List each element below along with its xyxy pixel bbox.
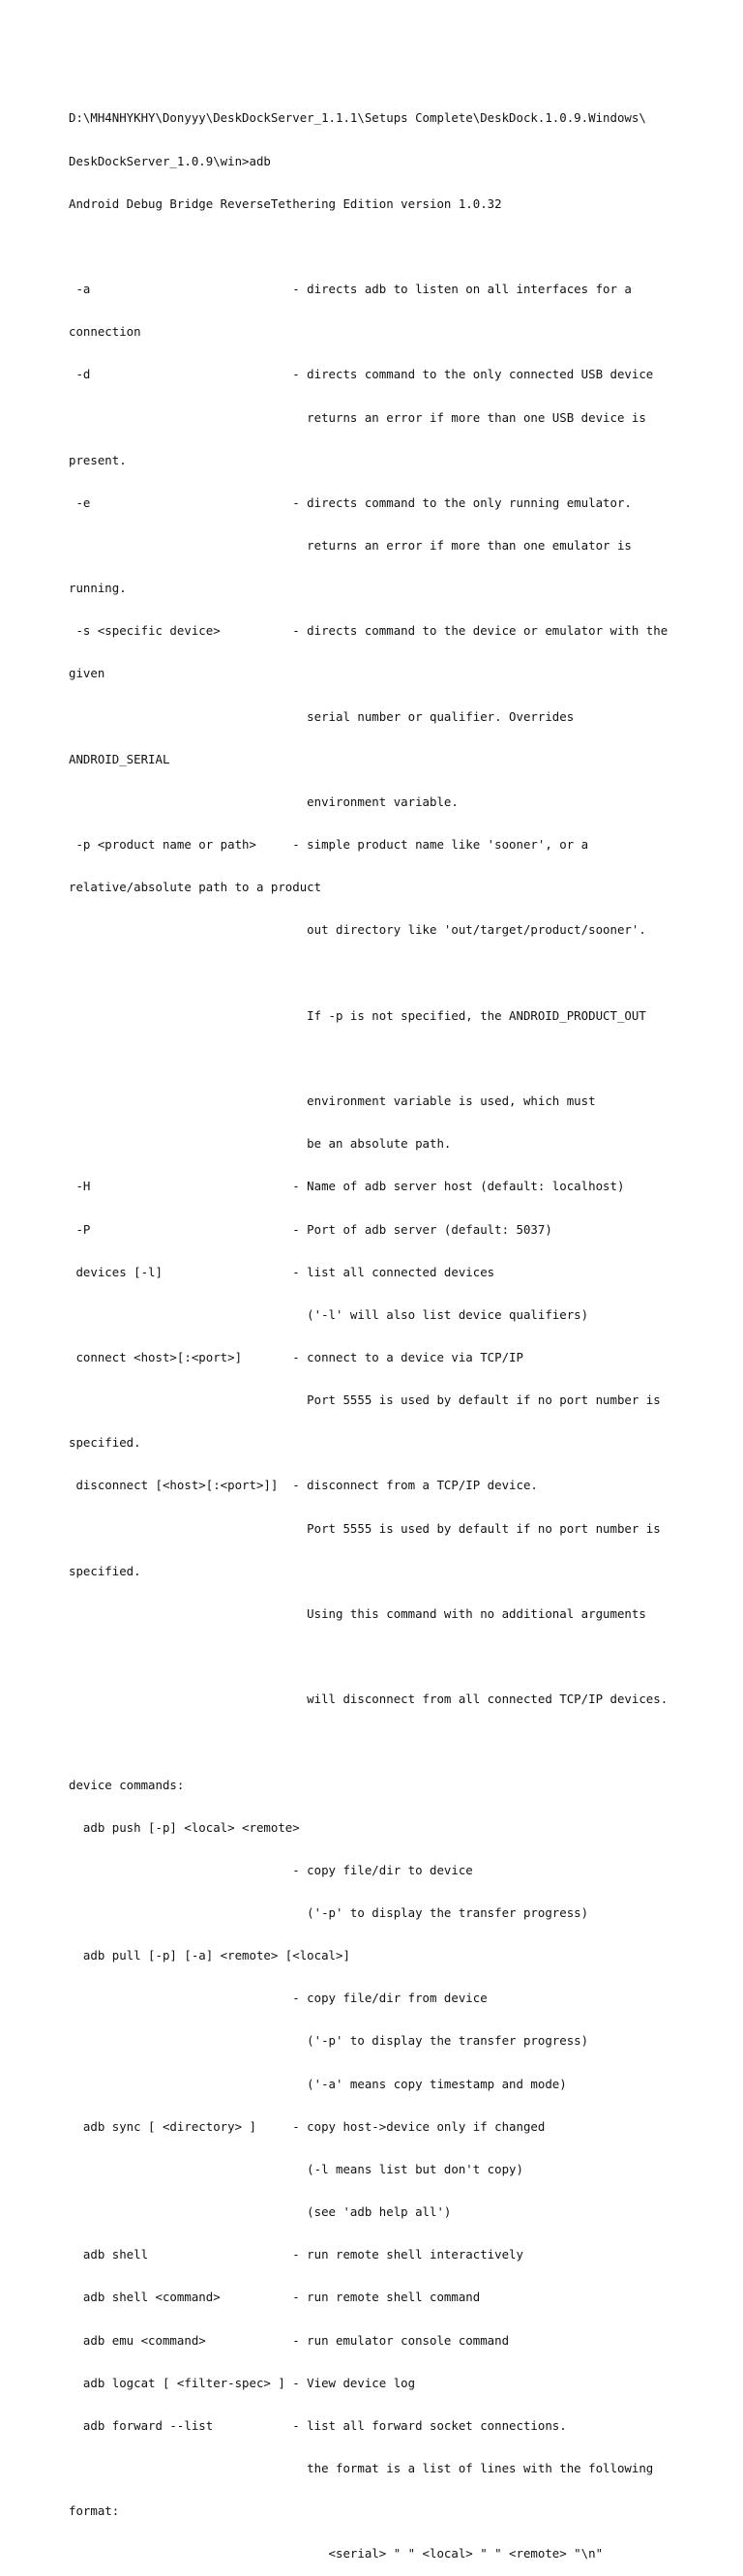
output-line: devices [-l] - list all connected devices bbox=[69, 1264, 495, 1279]
output-line: - copy file/dir to device bbox=[69, 1862, 473, 1877]
output-line: <serial> " " <local> " " <remote> "\n" bbox=[69, 2546, 604, 2561]
output-line: Using this command with no additional arguments bbox=[69, 1605, 646, 1621]
output-line: ('-p' to display the transfer progress) bbox=[69, 1905, 589, 1920]
output-line: present. bbox=[69, 452, 127, 467]
output-line bbox=[69, 240, 727, 255]
output-line: be an absolute path. bbox=[69, 1136, 452, 1152]
output-line: (see 'adb help all') bbox=[69, 2204, 452, 2220]
output-line: - copy file/dir from device bbox=[69, 1991, 488, 2006]
output-line: environment variable is used, which must bbox=[69, 1093, 596, 1109]
output-line: -s <specific device> - directs command to the device or emulator with the bbox=[69, 623, 669, 639]
output-line: adb forward --list - list all forward socket connections. bbox=[69, 2417, 567, 2433]
output-line: format: bbox=[69, 2503, 120, 2519]
output-line: specified. bbox=[69, 1435, 141, 1451]
output-line bbox=[69, 1052, 727, 1066]
output-line: Port 5555 is used by default if no port number is bbox=[69, 1393, 661, 1408]
output-line: adb shell <command> - run remote shell command bbox=[69, 2290, 481, 2305]
output-line: will disconnect from all connected TCP/IP devices. bbox=[69, 1692, 669, 1707]
output-line: -d - directs command to the only connected USB device bbox=[69, 367, 654, 382]
output-line: running. bbox=[69, 581, 127, 596]
output-line: -P - Port of adb server (default: 5037) bbox=[69, 1221, 552, 1237]
output-line: -p <product name or path> - simple product name like 'sooner', or a bbox=[69, 837, 589, 853]
output-line: -a - directs adb to listen on all interfaces for a bbox=[69, 282, 632, 297]
output-line: connection bbox=[69, 324, 141, 340]
output-line: adb logcat [ <filter-spec> ] - View device log bbox=[69, 2375, 416, 2390]
output-line: serial number or qualifier. Overrides bbox=[69, 708, 575, 724]
output-line: adb push [-p] <local> <remote> bbox=[69, 1819, 300, 1835]
output-line bbox=[69, 1650, 727, 1664]
output-line: Port 5555 is used by default if no port number is bbox=[69, 1520, 661, 1536]
output-line: D:\MH4NHYKHY\Donyyy\DeskDockServer_1.1.1\Setups Complete\DeskDock.1.0.9.Windows\ bbox=[69, 110, 646, 126]
output-line: -H - Name of adb server host (default: localhost) bbox=[69, 1179, 625, 1194]
output-line: -e - directs command to the only running emulator. bbox=[69, 494, 632, 510]
output-line: ('-a' means copy timestamp and mode) bbox=[69, 2076, 567, 2091]
output-line: out directory like 'out/target/product/sooner'. bbox=[69, 922, 646, 938]
output-line: DeskDockServer_1.0.9\win>adb bbox=[69, 153, 271, 168]
output-line: disconnect [<host>[:<port>]] - disconnect from a TCP/IP device. bbox=[69, 1478, 538, 1493]
section-heading: device commands: bbox=[69, 1777, 185, 1792]
output-line: given bbox=[69, 666, 105, 681]
output-line: the format is a list of lines with the following bbox=[69, 2461, 654, 2476]
output-line: If -p is not specified, the ANDROID_PRODUCT_OUT bbox=[69, 1007, 646, 1023]
output-line: relative/absolute path to a product bbox=[69, 880, 322, 895]
output-line: ('-l' will also list device qualifiers) bbox=[69, 1306, 589, 1322]
output-line: ('-p' to display the transfer progress) bbox=[69, 2033, 589, 2049]
output-line: specified. bbox=[69, 1563, 141, 1578]
output-line: connect <host>[:<port>] - connect to a device via TCP/IP bbox=[69, 1349, 523, 1364]
output-line: Android Debug Bridge ReverseTethering Edition version 1.0.32 bbox=[69, 195, 502, 211]
output-line: adb shell - run remote shell interactively bbox=[69, 2247, 523, 2262]
output-line: returns an error if more than one USB device is bbox=[69, 409, 646, 425]
output-line: ANDROID_SERIAL bbox=[69, 751, 170, 766]
output-line: adb emu <command> - run emulator console command bbox=[69, 2332, 510, 2348]
output-line: adb sync [ <directory> ] - copy host->device only if changed bbox=[69, 2118, 546, 2134]
output-line: environment variable. bbox=[69, 794, 459, 809]
output-line: adb pull [-p] [-a] <remote> [<local>] bbox=[69, 1948, 350, 1963]
output-line bbox=[69, 1735, 727, 1750]
output-line bbox=[69, 967, 727, 981]
output-line: returns an error if more than one emulator is bbox=[69, 538, 632, 553]
terminal-output bbox=[69, 83, 727, 2576]
output-line: (-l means list but don't copy) bbox=[69, 2161, 523, 2176]
